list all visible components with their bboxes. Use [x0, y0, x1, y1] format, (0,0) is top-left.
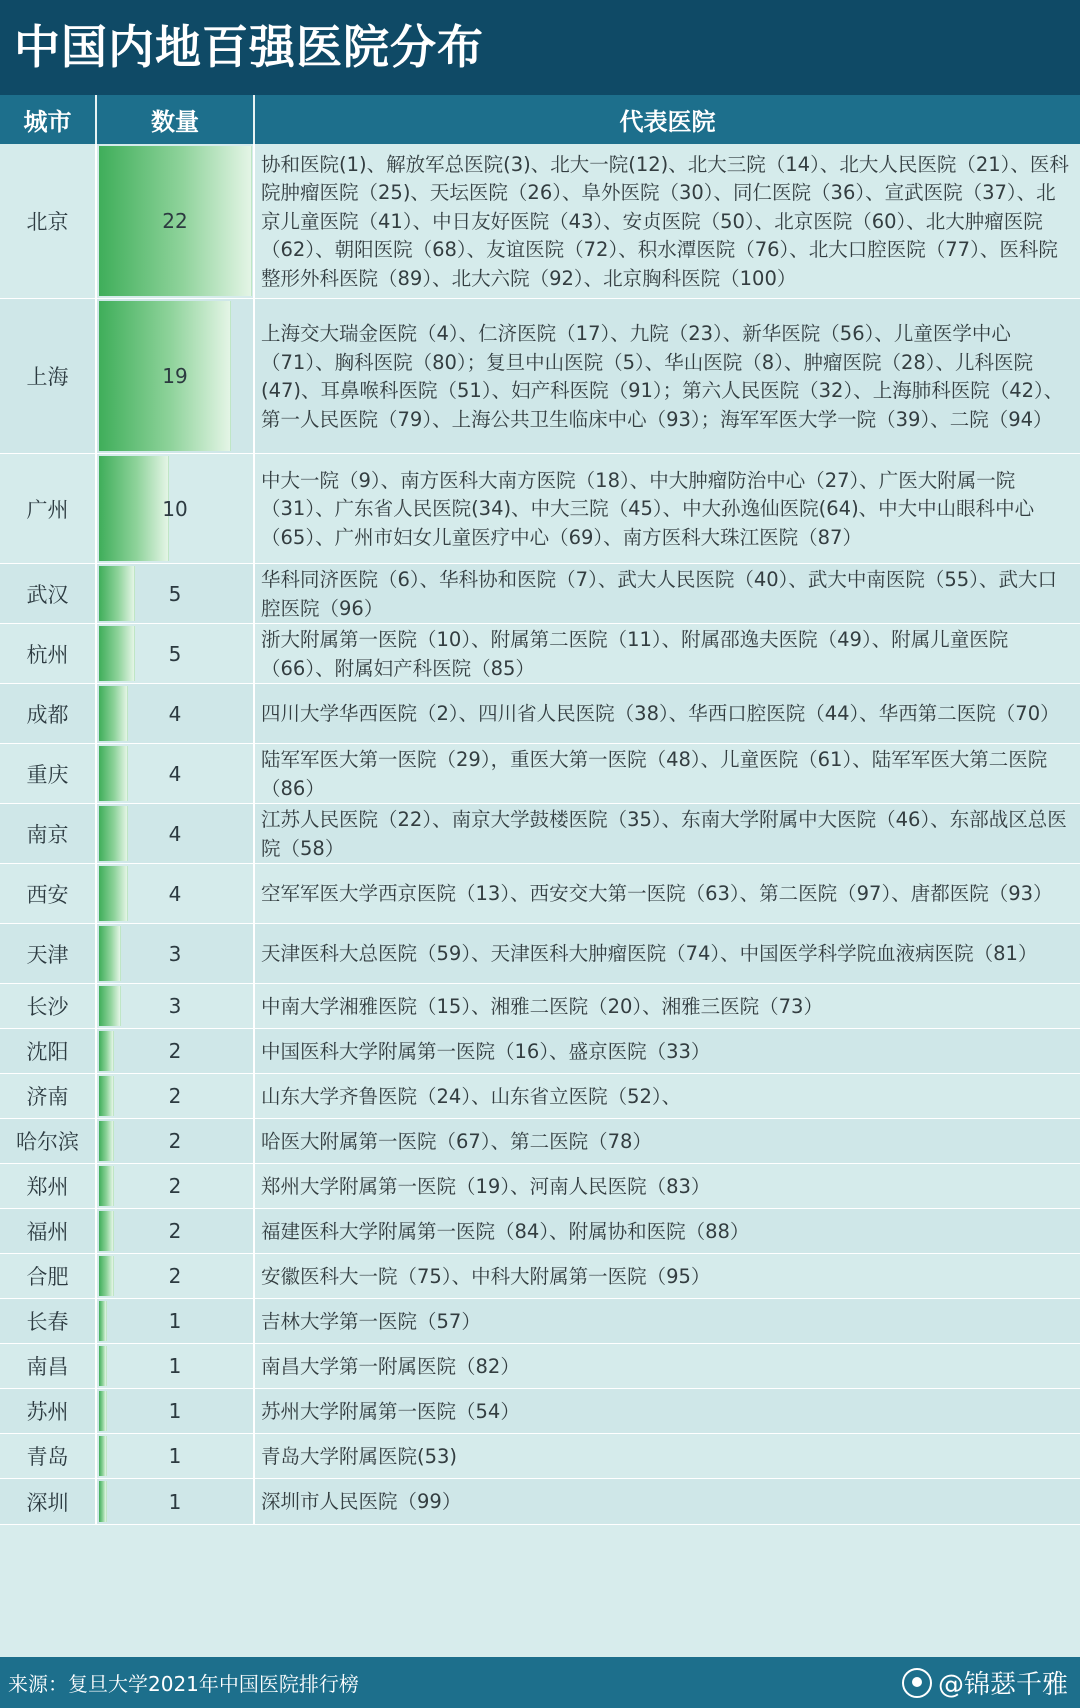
- hospitals-cell: [255, 1434, 1080, 1478]
- hospitals-cell: [255, 744, 1080, 803]
- count-cell: [97, 984, 255, 1028]
- count-label: 19: [162, 364, 188, 388]
- city-cell: 重庆: [0, 744, 97, 803]
- hospitals-text: 协和医院(1)、解放军总医院(3)、北大一院(12)、北大三院（14）、北大人民医院（21）、医科院肿瘤医院（25)、天坛医院（26）、阜外医院（30）、同仁医院（36）、宣武医院（37）、北京儿童医院（41）、中日友好医院（43）、安贞医院（50）、北京医院（60）、北大肿瘤医院（62）、朝阳医院（68）、友谊医院（72）、积水潭医院（76）、北大口腔医院（77）、医科院整形外科医院（89）、北大六院（92）、北京胸科医院（100）: [261, 152, 1069, 290]
- count-cell: [97, 144, 255, 298]
- count-label: 1: [168, 1354, 182, 1378]
- hospitals-text: 空军军医大学西京医院（13）、西安交大第一医院（63）、第二医院（97）、唐都医院（93）: [261, 882, 1053, 906]
- count-cell: [97, 1299, 255, 1343]
- table-row: [0, 684, 1080, 744]
- city-cell: 北京: [0, 144, 97, 298]
- hospitals-cell: [255, 804, 1080, 863]
- count-label: 4: [168, 701, 182, 726]
- footer: [0, 1657, 1080, 1708]
- count-label: 5: [168, 581, 182, 606]
- count-label: 5: [168, 641, 182, 666]
- hospitals-cell: [255, 984, 1080, 1028]
- count-label: 4: [168, 761, 182, 786]
- table-row: [0, 984, 1080, 1029]
- count-label: 22: [162, 209, 188, 233]
- hospitals-cell: [255, 1254, 1080, 1298]
- hospitals-text: 四川大学华西医院（2）、四川省人民医院（38）、华西口腔医院（44）、华西第二医院（70）: [261, 702, 1060, 726]
- count-label: 1: [168, 1489, 182, 1514]
- city-cell: 长沙: [0, 984, 97, 1028]
- count-cell: [97, 624, 255, 683]
- count-label: 2: [168, 1264, 182, 1288]
- hospitals-text: 陆军军医大第一医院（29），重医大第一医院（48）、儿童医院（61）、陆军军医大第二医院（86）: [261, 748, 1048, 800]
- table-row: [0, 1299, 1080, 1344]
- city-cell: 上海: [0, 299, 97, 453]
- count-cell: [97, 1074, 255, 1118]
- hospitals-cell: [255, 454, 1080, 563]
- count-cell: [97, 684, 255, 743]
- count-cell: [97, 1389, 255, 1433]
- header-city: 城市: [0, 95, 97, 144]
- table-row: [0, 1209, 1080, 1254]
- table-row: [0, 299, 1080, 454]
- count-cell: [97, 1479, 255, 1524]
- table-row: [0, 1119, 1080, 1164]
- city-cell: 哈尔滨: [0, 1119, 97, 1163]
- hospitals-text: 中南大学湘雅医院（15）、湘雅二医院（20）、湘雅三医院（73）: [261, 994, 823, 1018]
- hospitals-text: 浙大附属第一医院（10）、附属第二医院（11）、附属邵逸夫医院（49）、附属儿童医院（66）、附属妇产科医院（85）: [261, 628, 1009, 680]
- count-label: 4: [168, 881, 182, 906]
- table-row: [0, 454, 1080, 564]
- table-row: [0, 1344, 1080, 1389]
- city-cell: 南昌: [0, 1344, 97, 1388]
- table-row: [0, 744, 1080, 804]
- hospitals-cell: [255, 684, 1080, 743]
- count-label: 1: [168, 1309, 182, 1333]
- hospitals-cell: [255, 1299, 1080, 1343]
- table-row: [0, 1029, 1080, 1074]
- count-cell: [97, 924, 255, 983]
- hospitals-text: 苏州大学附属第一医院（54）: [261, 1399, 520, 1423]
- table-row: [0, 1254, 1080, 1299]
- table-row: [0, 1074, 1080, 1119]
- hospitals-text: 中国医科大学附属第一医院（16）、盛京医院（33）: [261, 1039, 711, 1063]
- table-row: [0, 804, 1080, 864]
- count-cell: [97, 299, 255, 453]
- city-cell: 合肥: [0, 1254, 97, 1298]
- hospitals-text: 江苏人民医院（22）、南京大学鼓楼医院（35）、东南大学附属中大医院（46）、东部战区总医院（58）: [261, 808, 1067, 860]
- count-cell: [97, 454, 255, 563]
- table-header: [0, 95, 1080, 144]
- hospitals-text: 中大一院（9）、南方医科大南方医院（18）、中大肿瘤防治中心（27）、广医大附属一院（31）、广东省人民医院(34)、中大三院（45）、中大孙逸仙医院(64)、中大中山眼科中心（65）、广州市妇女儿童医疗中心（69）、南方医科大珠江医院（87）: [261, 468, 1035, 549]
- source-note: 来源：复旦大学2021年中国医院排行榜: [8, 1672, 359, 1696]
- hospitals-cell: [255, 1344, 1080, 1388]
- hospitals-text: 上海交大瑞金医院（4）、仁济医院（17）、九院（23）、新华医院（56）、儿童医学中心（71）、胸科医院（80）；复旦中山医院（5）、华山医院（8）、肿瘤医院（28）、儿科医院(47)、耳鼻喉科医院（51）、妇产科医院（91）；第六人民医院（32）、上海肺科医院（42）、第一人民医院（79）、上海公共卫生临床中心（93）；海军军医大学一院（39）、二院（94）: [261, 322, 1064, 431]
- hospitals-text: 吉林大学第一医院（57）: [261, 1309, 481, 1333]
- hospitals-cell: [255, 1479, 1080, 1524]
- hospitals-text: 深圳市人民医院（99）: [261, 1490, 462, 1514]
- count-cell: [97, 1029, 255, 1073]
- count-cell: [97, 1254, 255, 1298]
- city-cell: 长春: [0, 1299, 97, 1343]
- city-cell: 武汉: [0, 564, 97, 623]
- hospitals-cell: [255, 1389, 1080, 1433]
- header-count: 数量: [97, 95, 255, 144]
- header-hospitals: 代表医院: [619, 108, 716, 136]
- hospitals-text: 郑州大学附属第一医院（19）、河南人民医院（83）: [261, 1174, 711, 1198]
- count-label: 4: [168, 821, 182, 846]
- table-row: [0, 1164, 1080, 1209]
- table-row: [0, 864, 1080, 924]
- city-cell: 深圳: [0, 1479, 97, 1524]
- brand-watermark: [902, 1664, 1068, 1701]
- count-label: 2: [168, 1219, 182, 1243]
- count-label: 1: [168, 1399, 182, 1423]
- city-cell: 成都: [0, 684, 97, 743]
- hospitals-text: 华科同济医院（6）、华科协和医院（7）、武大人民医院（40）、武大中南医院（55）、武大口腔医院（96）: [261, 568, 1057, 620]
- hospitals-cell: [255, 564, 1080, 623]
- hospitals-cell: [255, 299, 1080, 453]
- hospitals-cell: [255, 924, 1080, 983]
- city-cell: 广州: [0, 454, 97, 563]
- city-cell: 苏州: [0, 1389, 97, 1433]
- count-label: 2: [168, 1174, 182, 1198]
- table-row: [0, 924, 1080, 984]
- count-cell: [97, 744, 255, 803]
- count-cell: [97, 864, 255, 923]
- table-row: [0, 1434, 1080, 1479]
- hospitals-text: 哈医大附属第一医院（67）、第二医院（78）: [261, 1129, 652, 1153]
- count-label: 3: [168, 941, 182, 966]
- count-label: 3: [168, 994, 182, 1018]
- hospitals-text: 山东大学齐鲁医院（24）、山东省立医院（52）、: [261, 1084, 682, 1108]
- table-row: [0, 144, 1080, 299]
- hospitals-cell: [255, 1164, 1080, 1208]
- count-cell: [97, 1434, 255, 1478]
- hospitals-text: 天津医科大总医院（59）、天津医科大肿瘤医院（74）、中国医学科学院血液病医院（81）: [261, 942, 1038, 966]
- table-row: [0, 624, 1080, 684]
- table-body: [0, 144, 1080, 1525]
- count-cell: [97, 1164, 255, 1208]
- page-title: 中国内地百强医院分布: [14, 20, 484, 74]
- hospitals-cell: [255, 864, 1080, 923]
- hospitals-text: 南昌大学第一附属医院（82）: [261, 1354, 520, 1378]
- title-bar: [0, 0, 1080, 95]
- city-cell: 杭州: [0, 624, 97, 683]
- count-cell: [97, 1119, 255, 1163]
- count-cell: [97, 804, 255, 863]
- count-cell: [97, 564, 255, 623]
- count-label: 1: [168, 1444, 182, 1468]
- city-cell: 郑州: [0, 1164, 97, 1208]
- city-cell: 南京: [0, 804, 97, 863]
- hospitals-cell: [255, 624, 1080, 683]
- hospitals-cell: [255, 144, 1080, 298]
- city-cell: 青岛: [0, 1434, 97, 1478]
- hospitals-cell: [255, 1029, 1080, 1073]
- city-cell: 天津: [0, 924, 97, 983]
- hospitals-cell: [255, 1209, 1080, 1253]
- count-cell: [97, 1344, 255, 1388]
- city-cell: 济南: [0, 1074, 97, 1118]
- hospitals-cell: [255, 1119, 1080, 1163]
- table-row: [0, 1389, 1080, 1434]
- brand-name: @锦瑟千雅: [937, 1670, 1068, 1700]
- city-cell: 福州: [0, 1209, 97, 1253]
- count-cell: [97, 1209, 255, 1253]
- brand-logo-icon: [902, 1668, 932, 1698]
- hospitals-text: 福建医科大学附属第一医院（84）、附属协和医院（88）: [261, 1219, 750, 1243]
- city-cell: 沈阳: [0, 1029, 97, 1073]
- count-label: 2: [168, 1129, 182, 1153]
- hospitals-text: 青岛大学附属医院(53): [261, 1444, 458, 1468]
- hospitals-cell: [255, 1074, 1080, 1118]
- count-label: 2: [168, 1084, 182, 1108]
- count-label: 10: [162, 496, 188, 521]
- city-cell: 西安: [0, 864, 97, 923]
- count-label: 2: [168, 1039, 182, 1063]
- hospitals-text: 安徽医科大一院（75）、中科大附属第一医院（95）: [261, 1264, 711, 1288]
- table-row: [0, 564, 1080, 624]
- table-row: [0, 1479, 1080, 1525]
